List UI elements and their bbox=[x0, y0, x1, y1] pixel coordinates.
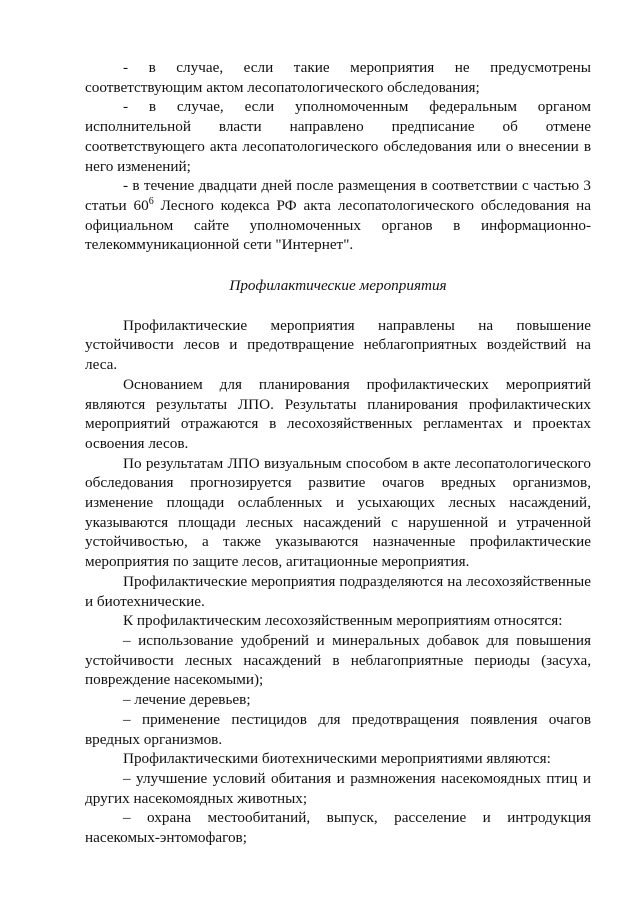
paragraph-biotechnical-intro: Профилактическими биотехническими мероприятиями являются: bbox=[123, 750, 551, 768]
list-item-tree-treatment: – лечение деревьев; bbox=[123, 691, 251, 709]
article-superscript: 6 bbox=[148, 195, 154, 207]
paragraph-lpo-results: По результатам ЛПО визуальным способом в акте лесопатологического обследования прогнозируется развитие очагов вредных организмов, изменение площади ослабленных и усыхающих лесных насаждений, указываются площади лесных насаждений с нарушенной и утраченной устойчивостью, а также указываются назначенные профилактические мероприятия по защите лесов, агитационные мероприятия. bbox=[85, 454, 591, 571]
section-heading: Профилактические мероприятия bbox=[229, 277, 447, 295]
list-item-pesticides: – применение пестицидов для предотвращения появления очагов вредных организмов. bbox=[85, 710, 591, 748]
page-content bbox=[85, 58, 591, 848]
list-item-twenty-days bbox=[85, 176, 591, 255]
paragraph-forestry-measures-intro: К профилактическим лесохозяйственным мероприятиям относятся: bbox=[123, 612, 563, 630]
paragraph-purpose: Профилактические мероприятия направлены на повышение устойчивости лесов и предотвращение неблагоприятных воздействий на леса. bbox=[85, 316, 591, 374]
list-item-not-provided: - в случае, если такие мероприятия не предусмотрены соответствующим актом лесопатологического обследования; bbox=[85, 59, 591, 96]
list-item-cancellation-order: - в случае, если уполномоченным федеральным органом исполнительной власти направлено предписание об отмене соответствующего акта лесопатологического обследования или о внесении в него изменений; bbox=[85, 98, 591, 175]
list-item-fertilizers: – использование удобрений и минеральных добавок для повышения устойчивости лесных насаждений в неблагоприятные периоды (засуха, повреждение насекомыми); bbox=[85, 631, 591, 689]
paragraph-subdivision: Профилактические мероприятия подразделяются на лесохозяйственные и биотехнические. bbox=[85, 572, 591, 610]
deadline-text-end: Лесного кодекса РФ акта лесопатологического обследования на официальном сайте уполномоченных органов в информационно-телекоммуникационной сети "Интернет". bbox=[85, 196, 592, 254]
paragraph-planning-basis: Основанием для планирования профилактических мероприятий являются результаты ЛПО. Результаты планирования профилактических мероприятий отражаются в лесохозяйственных регламентах и проектах освоения лесов. bbox=[85, 375, 591, 452]
deadline-text-start: - в течение двадцати дней после размещения в соответствии с частью 3 статьи 60 bbox=[85, 177, 591, 214]
list-item-insectivorous-birds: – улучшение условий обитания и размножения насекомоядных птиц и других насекомоядных животных; bbox=[85, 769, 591, 807]
list-item-entomophages: – охрана местообитаний, выпуск, расселение и интродукция насекомых-энтомофагов; bbox=[85, 809, 591, 847]
